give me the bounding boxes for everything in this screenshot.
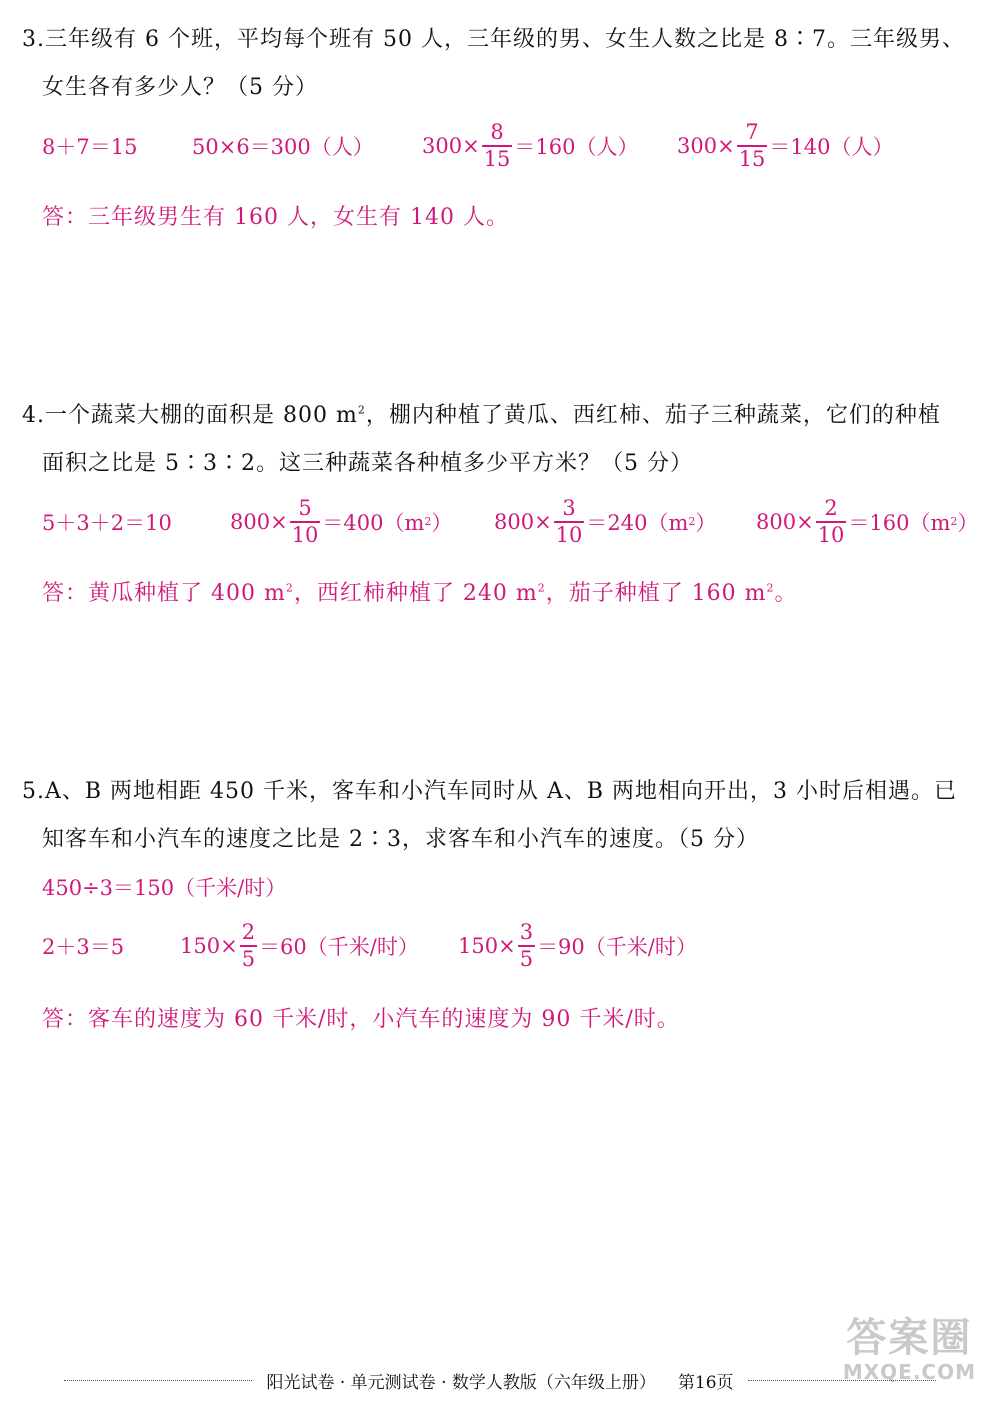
q3-eq4: 300× $\frac{7}{15}$ ＝140（人）	[677, 120, 894, 171]
q3-text-line2: 女生各有多少人？（5 分）	[42, 75, 318, 100]
q4-text-line2: 面积之比是 5∶3∶2。这三种蔬菜各种植多少平方米？（5 分）	[42, 451, 693, 476]
page-footer	[50, 1368, 950, 1393]
q4-text-line1: 4.一个蔬菜大棚的面积是 800 $m^2$，棚内种植了黄瓜、西红柿、茄子三种蔬菜，它们的种植	[22, 403, 941, 428]
q5-eq3-fraction: $\frac{2}{5}$	[241, 920, 256, 971]
q3-eq3: 300× $\frac{8}{15}$ ＝160（人）	[422, 120, 639, 171]
q3-eq3-fraction: $\frac{8}{15}$	[483, 120, 511, 171]
q4-answer: 答：黄瓜种植了 400 $m^2$，西红柿种植了 240 $m^2$，茄子种植了 160 $m^2$。	[42, 581, 798, 606]
footer-page-number: 第16页	[677, 1373, 734, 1393]
q5-answer: 答：客车的速度为 60 千米/时，小汽车的速度为 90 千米/时。	[42, 1007, 680, 1032]
q3-text-line1: 3.三年级有 6 个班，平均每个班有 50 人，三年级的男、女生人数之比是 8∶7。三年级男、	[22, 27, 965, 52]
q5-eq1: 450÷3＝150（千米/时）	[42, 876, 287, 900]
q4-eq3-fraction: $\frac{3}{10}$	[555, 496, 583, 547]
q4-solution-row	[42, 498, 978, 546]
q5-text-line2: 知客车和小汽车的速度之比是 2∶3，求客车和小汽车的速度。（5 分）	[42, 827, 759, 852]
q4-eq1: 5＋3＋2＝10	[42, 510, 172, 535]
q5-eq4-fraction: $\frac{3}{5}$	[519, 920, 534, 971]
q4-eq4-fraction: $\frac{2}{10}$	[817, 496, 845, 547]
q5-solution-row	[42, 922, 697, 970]
q5-eq2: 2＋3＝5	[42, 934, 125, 959]
footer-dots-right	[748, 1380, 936, 1381]
q4-eq2: 800× $\frac{5}{10}$ ＝400（m 2 ）	[230, 496, 453, 547]
watermark-logo: 答案圈	[846, 1315, 973, 1361]
q3-eq4-fraction: $\frac{7}{15}$	[738, 120, 766, 171]
q4-eq3: 800× $\frac{3}{10}$ ＝240（m 2 ）	[494, 496, 717, 547]
q5-eq3: 150× $\frac{2}{5}$ ＝60（千米/时）	[180, 920, 419, 971]
q3-eq1: 8＋7＝15	[42, 134, 138, 159]
q3-solution-row	[42, 122, 894, 170]
q3-eq2: 50×6＝300（人）	[192, 134, 374, 159]
q5-eq4: 150× $\frac{3}{5}$ ＝90（千米/时）	[458, 920, 697, 971]
footer-title: 阳光试卷 · 单元测试卷 · 数学人教版（六年级上册）	[266, 1373, 656, 1393]
footer-dots-left	[64, 1380, 252, 1381]
q4-eq4: 800× $\frac{2}{10}$ ＝160（m 2 ）	[756, 496, 979, 547]
q3-answer: 答：三年级男生有 160 人，女生有 140 人。	[42, 205, 509, 230]
q5-text-line1: 5.A、B 两地相距 450 千米，客车和小汽车同时从 A、B 两地相向开出，3 小时后相遇。已	[22, 779, 958, 804]
q4-eq2-fraction: $\frac{5}{10}$	[291, 496, 319, 547]
watermark-site: MXQE.COM	[842, 1360, 976, 1384]
